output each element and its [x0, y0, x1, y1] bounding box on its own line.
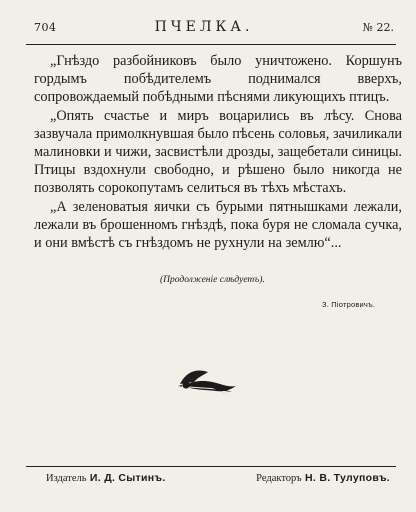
- footer-rule: [26, 466, 396, 467]
- footer: [30, 472, 390, 488]
- publisher-label: Издатель: [46, 473, 87, 484]
- running-header: [34, 19, 394, 41]
- editor: [256, 472, 390, 484]
- author-signature: З. Піотровичъ.: [322, 300, 376, 309]
- header-rule: [26, 44, 396, 45]
- issue-number: № 22.: [362, 21, 394, 34]
- continuation-note: (Продолженіе слѣдуетъ).: [160, 275, 265, 285]
- editor-label: Редакторъ: [256, 473, 302, 484]
- paragraph-2: „Опять счастье и миръ воцарились въ лѣсу. Снова зазвучала примолкнувшая было пѣсень соловья, зачиликали малиновки и чижи, засвистѣли дрозды, защебетали синицы. Птицы вздохнули свободно, и рѣшено было никогда не позволять сорокопутамъ селиться въ тѣхъ мѣстахъ.: [34, 107, 402, 197]
- editor-name: Н. В. Тулуповъ.: [305, 472, 390, 484]
- story-text: [34, 52, 402, 252]
- swallow-icon: [168, 362, 238, 398]
- paragraph-3: „А зеленоватыя яички съ бурыми пятнышками лежали, лежали въ брошенномъ гнѣздѣ, пока буря не сломала сучка, и они вмѣстѣ съ гнѣздомъ не рухнули на землю“...: [34, 198, 402, 252]
- paragraph-1: „Гнѣздо разбойниковъ было уничтожено. Коршунъ гордымъ побѣдителемъ поднимался вверхъ, сопровождаемый побѣдными пѣснями ликующихъ птицъ.: [34, 53, 402, 106]
- page-number: 704: [34, 21, 57, 34]
- publisher: [46, 472, 166, 484]
- journal-title: ПЧЕЛКА.: [154, 19, 254, 35]
- publisher-name: И. Д. Сытинъ.: [89, 472, 166, 484]
